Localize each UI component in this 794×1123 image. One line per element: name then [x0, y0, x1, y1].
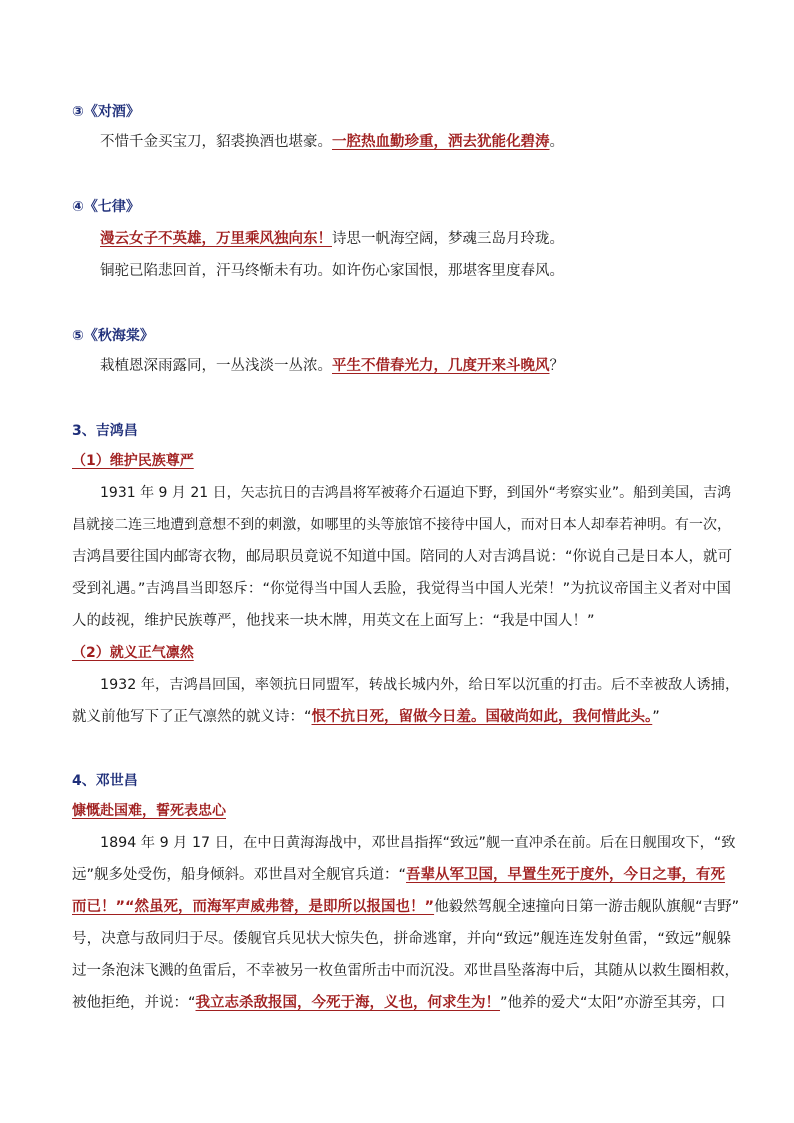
section-title-jihongchang: 3、吉鸿昌 — [72, 423, 138, 439]
paragraph-line: 人的歧视，维护民族尊严，他找来一块木牌，用英文在上面写上：“我是中国人！” — [72, 613, 595, 629]
subsection-title: （2）就义正气凛然 — [72, 645, 194, 661]
poem-title-qiuhaitang: ⑤《秋海棠》 — [72, 328, 154, 344]
paragraph-line: 号，决意与敌同归于尽。倭舰官兵见状大惊失色，拼命逃窜，并向“致远”舰连连发射鱼雷，“致远”舰躲 — [72, 931, 731, 947]
paragraph-line: 1932 年，吉鸿昌回国，率领抗日同盟军，转战长城内外，给日军以沉重的打击。后不幸被敌人诱捕， — [100, 677, 740, 693]
poem-highlight: 一腔热血勤珍重，洒去犹能化碧涛 — [332, 134, 550, 150]
paragraph-line — [72, 993, 726, 1013]
poem-text: 。 — [549, 134, 564, 150]
poem-highlight: 平生不借春光力，几度开来斗晚风 — [332, 358, 550, 374]
poem-line — [100, 356, 564, 376]
section-title-dengshichang: 4、邓世昌 — [72, 773, 138, 789]
poem-title-duijiu: ③《对酒》 — [72, 104, 140, 120]
paragraph-line — [72, 897, 739, 917]
quote-highlight: 恨不抗日死，留做今日羞。国破尚如此，我何惜此头。 — [311, 709, 653, 725]
paragraph-line: 吉鸿昌要往国内邮寄衣物，邮局职员竟说不知道中国。陪同的人对吉鸿昌说：“你说自己是日本人，就可 — [72, 549, 733, 565]
quote-highlight: 而已！”“然虽死，而海军声威弗替，是即所以报国也！” — [72, 899, 435, 915]
quote-highlight: 我立志杀敌报国，今死于海，义也，何求生为！ — [195, 995, 501, 1011]
quote-highlight: 吾辈从军卫国，早置生死于度外，今日之事，有死 — [406, 867, 726, 883]
paragraph-line: 昌就接二连三地遭到意想不到的刺激，如哪里的头等旅馆不接待中国人，而对日本人却奉若神明。有一次， — [72, 517, 731, 533]
paragraph-text: 他毅然驾舰全速撞向日第一游击舰队旗舰“吉野” — [434, 899, 740, 915]
paragraph-text: 就义前他写下了正气凛然的就义诗：“ — [72, 709, 312, 725]
poem-line — [100, 261, 564, 281]
paragraph-line: 过一条泡沫飞溅的鱼雷后，不幸被另一枚鱼雷所击中而沉没。邓世昌坠落海中后，其随从以救生圈相救， — [72, 963, 739, 979]
poem-text: 栽植恩深雨露同，一丛浅淡一丛浓。 — [100, 358, 332, 374]
paragraph-line — [72, 707, 660, 727]
poem-text: 诗思一帆海空阔，梦魂三岛月玲珑。 — [332, 231, 564, 247]
paragraph-text: 被他拒绝，并说：“ — [72, 995, 196, 1011]
paragraph-text: ”他养的爱犬“太阳”亦游至其旁，口 — [500, 995, 726, 1011]
poem-text: 铜驼已陷悲回首，汗马终惭未有功。如许伤心家国恨，那堪客里度春风。 — [100, 263, 564, 279]
poem-highlight: 漫云女子不英雄，万里乘风独向东！ — [100, 231, 332, 247]
poem-title-qilv: ④《七律》 — [72, 199, 140, 215]
poem-text: ？ — [549, 358, 564, 374]
subsection-title: （1）维护民族尊严 — [72, 453, 194, 469]
subsection-title: 慷慨赴国难，誓死表忠心 — [72, 803, 226, 819]
poem-text: 不惜千金买宝刀，貂裘换酒也堪豪。 — [100, 134, 332, 150]
poem-line — [100, 132, 564, 152]
paragraph-line: 1894 年 9 月 17 日，在中日黄海海战中，邓世昌指挥“致远”舰一直冲杀在前。后在日舰围攻下，“致 — [100, 835, 736, 851]
paragraph-line — [72, 865, 725, 885]
paragraph-line: 1931 年 9 月 21 日，矢志抗日的吉鸿昌将军被蒋介石逼迫下野，到国外“考察实业”。船到美国，吉鸿 — [100, 485, 732, 501]
paragraph-text: 远”舰多处受伤，船身倾斜。邓世昌对全舰官兵道：“ — [72, 867, 407, 883]
poem-line — [100, 229, 564, 249]
paragraph-line: 受到礼遇。”吉鸿昌当即怒斥：“你觉得当中国人丢脸，我觉得当中国人光荣！”为抗议帝国主义者对中国 — [72, 581, 731, 597]
paragraph-text: ” — [652, 709, 660, 725]
